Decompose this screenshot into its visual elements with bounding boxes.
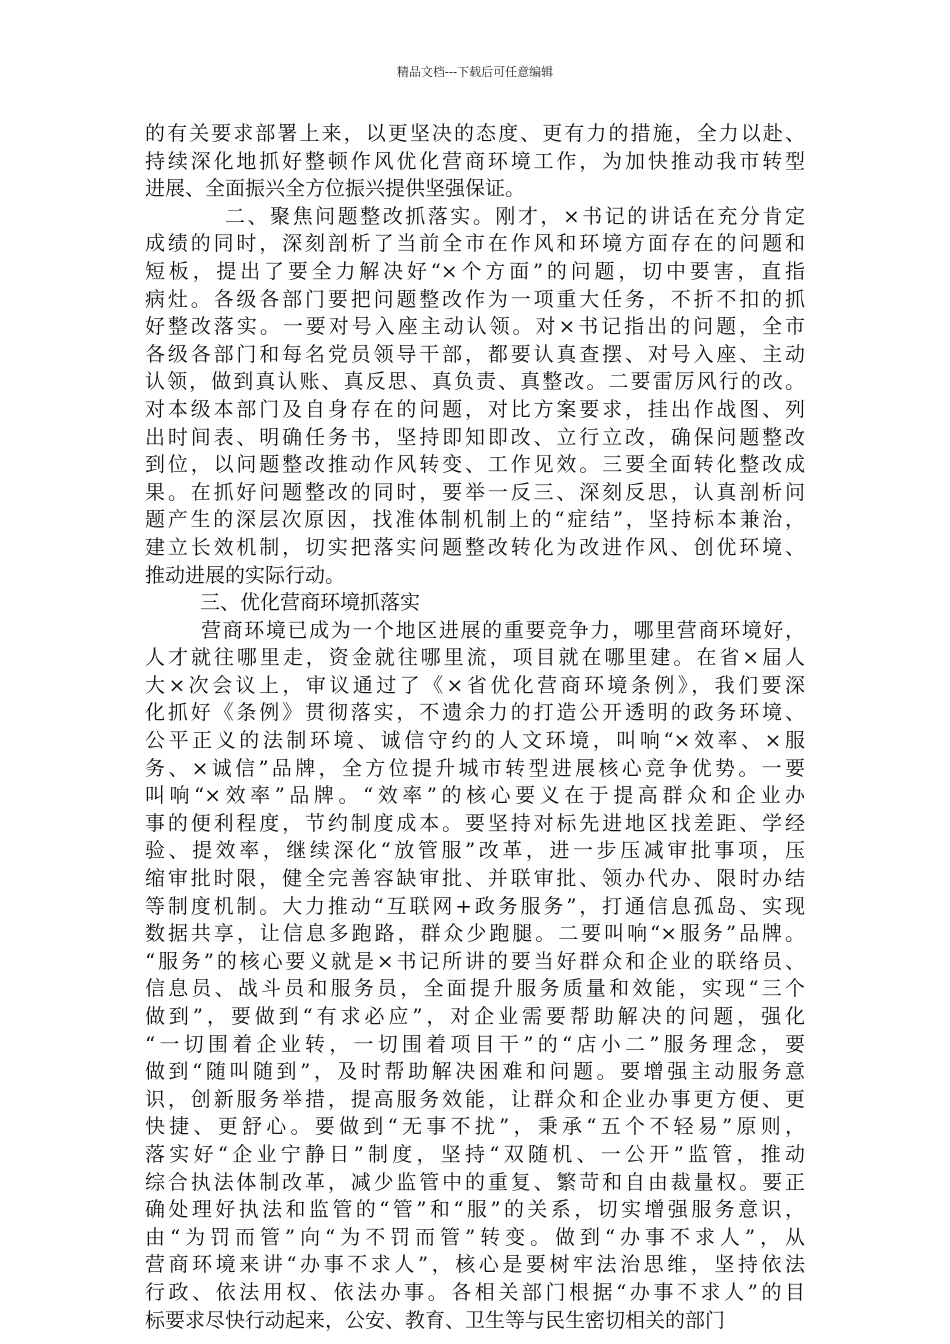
text-line: 对本级本部门及自身存在的问题，对比方案要求，挂出作战图、列 [145, 396, 805, 421]
text-line: 综合执法体制改革，减少监管中的重复、繁苛和自由裁量权。要正 [145, 1169, 805, 1194]
text-line: 数据共享，让信息多跑路，群众少跑腿。二要叫响“×服务”品牌。 [145, 921, 805, 946]
text-line: 等制度机制。大力推动“互联网+政务服务”，打通信息孤岛、实现 [145, 893, 805, 918]
text-line: 的有关要求部署上来，以更坚决的态度、更有力的措施，全力以赴、 [145, 121, 805, 145]
text-line: 好整改落实。一要对号入座主动认领。对×书记指出的问题，全市 [145, 314, 805, 339]
text-line: 由“为罚而管”向“为不罚而管”转变。做到“办事不求人”，从 [145, 1224, 805, 1249]
paragraph [145, 617, 805, 1334]
text-line: 快捷、更舒心。要做到“无事不扰”，秉承“五个不轻易”原则， [145, 1114, 805, 1139]
text-line: 营商环境来讲“办事不求人”，核心是要树牢法治思维，坚持依法 [145, 1252, 805, 1277]
text-line: 叫响“×效率”品牌。“效率”的核心要义在于提高群众和企业办 [145, 783, 805, 808]
text-line: 行政、依法用权、依法办事。各相关部门根据“办事不求人”的目 [145, 1279, 805, 1304]
text-line: 落实好“企业宁静日”制度，坚持“双随机、一公开”监管，推动 [145, 1141, 805, 1166]
text-line: 确处理好执法和监管的“管”和“服”的关系，切实增强服务意识， [145, 1197, 805, 1222]
text-line: “一切围着企业转，一切围着项目干”的“店小二”服务理念，要 [145, 1031, 805, 1056]
text-line: 识，创新服务举措，提高服务效能，让群众和企业办事更方便、更 [145, 1086, 805, 1111]
text-line: “服务”的核心要义就是×书记所讲的要当好群众和企业的联络员、 [145, 948, 805, 973]
text-line: 信息员、战斗员和服务员，全面提升服务质量和效能，实现“三个 [145, 976, 805, 1001]
text-line: 公平正义的法制环境、诚信守约的人文环境，叫响“×效率、×服 [145, 728, 805, 753]
text-line: 缩审批时限，健全完善容缺审批、并联审批、领办代办、限时办结 [145, 866, 805, 891]
text-line: 题产生的深层次原因，找准体制机制上的“症结”，坚持标本兼治， [145, 507, 805, 532]
text-line: 化抓好《条例》贯彻落实，不遗余力的打造公开透明的政务环境、 [145, 700, 805, 725]
text-line: 二、聚焦问题整改抓落实。刚才，×书记的讲话在充分肯定 [225, 203, 805, 228]
document-body [145, 120, 805, 1334]
text-line: 病灶。各级各部门要把问题整改作为一项重大任务，不折不扣的抓 [145, 286, 805, 311]
text-line: 务、×诚信”品牌，全方位提升城市转型进展核心竞争优势。一要 [145, 755, 805, 780]
paragraph [145, 589, 805, 617]
text-line: 做到“随叫随到”，及时帮助解决困难和问题。要增强主动服务意 [145, 1059, 805, 1084]
text-line: 验、提效率，继续深化“放管服”改革，进一步压减审批事项，压 [145, 838, 805, 863]
text-line: 标要求尽快行动起来，公安、教育、卫生等与民生密切相关的部门 [145, 1307, 725, 1332]
text-line: 事的便利程度，节约制度成本。要坚持对标先进地区找差距、学经 [145, 810, 805, 835]
text-line: 出时间表、明确任务书，坚持即知即改、立行立改，确保问题整改 [145, 424, 805, 449]
text-line: 推动进展的实际行动。 [145, 562, 345, 587]
text-line: 各级各部门和每名党员领导干部，都要认真查摆、对号入座、主动 [145, 341, 805, 366]
text-line: 认领，做到真认账、真反思、真负责、真整改。二要雷厉风行的改。 [145, 369, 805, 394]
text-line: 做到”，要做到“有求必应”，对企业需要帮助解决的问题，强化 [145, 1004, 805, 1028]
paragraph [145, 203, 805, 589]
text-line: 建立长效机制，切实把落实问题整改转化为改进作风、创优环境、 [145, 534, 805, 559]
text-line: 到位，以问题整改推动作风转变、工作见效。三要全面转化整改成 [145, 452, 805, 477]
text-line: 短板，提出了要全力解决好“×个方面”的问题，切中要害，直指 [145, 258, 805, 283]
page-header-watermark: 精品文档---下载后可任意编辑 [396, 65, 554, 79]
text-line: 大×次会议上，审议通过了《×省优化营商环境条例》，我们要深 [145, 672, 805, 697]
text-line: 营商环境已成为一个地区进展的重要竞争力，哪里营商环境好， [201, 617, 805, 642]
text-line: 持续深化地抓好整顿作风优化营商环境工作，为加快推动我市转型 [145, 148, 805, 173]
text-line: 成绩的同时，深刻剖析了当前全市在作风和环境方面存在的问题和 [145, 231, 805, 256]
text-line: 进展、全面振兴全方位振兴提供坚强保证。 [145, 176, 525, 201]
text-line: 人才就往哪里走，资金就往哪里流，项目就在哪里建。在省×届人 [145, 645, 805, 670]
paragraph [145, 120, 805, 203]
text-line: 果。在抓好问题整改的同时，要举一反三、深刻反思，认真剖析问 [145, 479, 805, 504]
text-line: 三、优化营商环境抓落实 [200, 590, 420, 615]
